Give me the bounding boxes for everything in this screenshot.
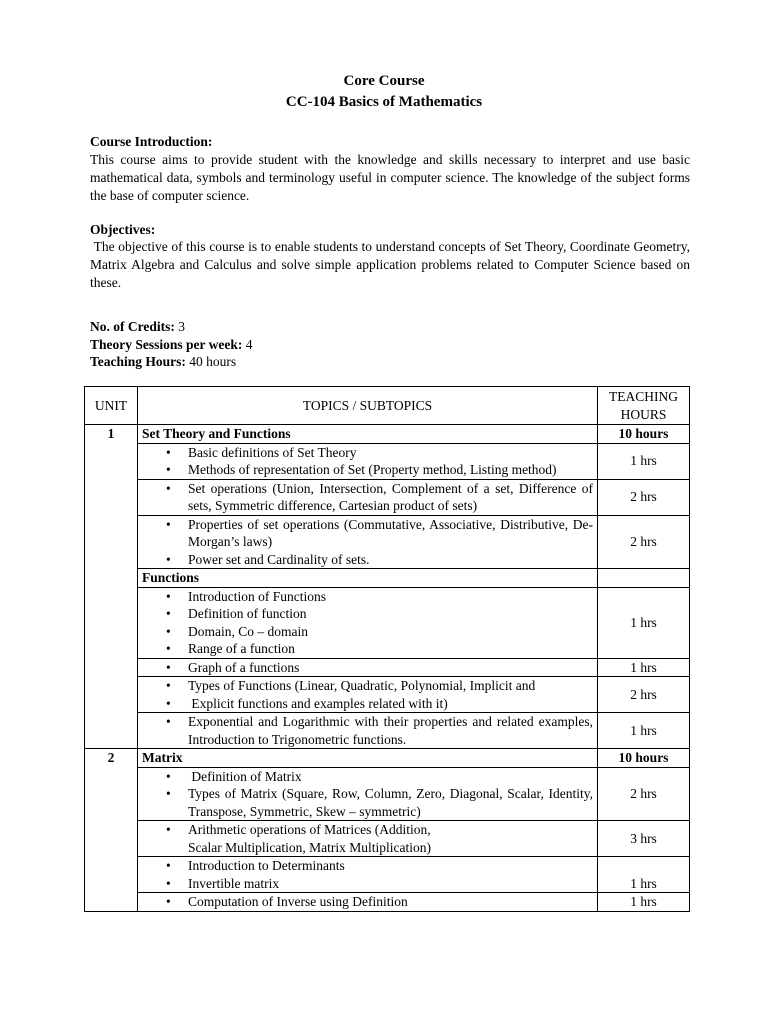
topic-group [138,767,598,821]
credits-value: 3 [174,319,185,334]
list-item: • Methods of representation of Set (Property method, Listing method) [166,461,593,479]
table-row [85,443,690,479]
list-item: • Computation of Inverse using Definition [166,893,593,911]
unit-cell-empty [85,821,138,857]
hours-label: Teaching Hours: [90,354,186,369]
hours-header-line2: HOURS [620,406,667,422]
list-item: • Types of Matrix (Square, Row, Column, Zero, Diagonal, Scalar, Identity, Transpose, Symmetric, Skew – symmetric) [166,785,593,820]
unit-cell-empty [85,767,138,821]
topic-hours: 1 hrs [598,857,690,893]
credits-line [90,318,690,336]
topic-hours: 2 hrs [598,479,690,515]
list-item: • Definition of Matrix [166,768,593,786]
intro-heading: Course Introduction: [90,134,213,149]
table-row [85,515,690,569]
unit-hours: 10 hours [598,749,690,768]
hours-column-header [598,387,690,425]
hours-line [90,353,690,371]
table-row [85,425,690,444]
unit-cell-empty [85,658,138,677]
table-row [85,479,690,515]
unit-title: Set Theory and Functions [138,425,598,444]
topic-hours: 3 hrs [598,821,690,857]
topic-group [138,857,598,893]
list-item: • Domain, Co – domain [166,623,593,641]
unit-cell-empty [85,713,138,749]
table-row [85,713,690,749]
unit-cell-empty [85,587,138,658]
topic-hours: 1 hrs [598,713,690,749]
list-item: • Types of Functions (Linear, Quadratic, Polynomial, Implicit and [166,677,593,695]
unit-cell-empty [85,893,138,912]
list-item: • Power set and Cardinality of sets. [166,551,593,569]
credits-label: No. of Credits: [90,319,175,334]
unit-number: 1 [85,425,138,444]
topic-group [138,587,598,658]
topic-group [138,677,598,713]
unit-title: Matrix [138,749,598,768]
topic-hours: 1 hrs [598,893,690,912]
course-title: CC-104 Basics of Mathematics [285,94,483,110]
list-item: • Explicit functions and examples related with it) [166,695,593,713]
list-item: • Range of a function [166,640,593,658]
list-item: • Properties of set operations (Commutative, Associative, Distributive, De-Morgan’s laws) [166,516,593,551]
table-row [85,821,690,857]
topic-group [138,713,598,749]
list-item: • Exponential and Logarithmic with their properties and related examples, Introduction to Trigonometric functions. [166,713,593,748]
topic-hours: 1 hrs [598,443,690,479]
topic-hours: 2 hrs [598,767,690,821]
topic-group [138,515,598,569]
table-row [85,658,690,677]
topic-hours: 2 hrs [598,677,690,713]
topic-hours: 1 hrs [598,587,690,658]
topic-hours: 1 hrs [598,658,690,677]
objectives-text: The objective of this course is to enable students to understand concepts of Set Theory, Coordinate Geometry, Matrix Algebra and Calculus and solve simple application problems related to Computer Science based on these. [90,239,694,290]
list-item: • Graph of a functions [166,659,593,677]
unit-number: 2 [85,749,138,768]
unit-hours: 10 hours [598,425,690,444]
course-type-title: Core Course [343,73,425,89]
table-row [85,893,690,912]
topic-group [138,479,598,515]
credits-block [90,318,690,371]
unit-cell-empty [85,479,138,515]
sessions-line [90,336,690,354]
table-row [85,857,690,893]
sessions-value: 4 [242,336,253,352]
table-row [85,677,690,713]
syllabus-table [84,386,690,912]
unit-cell-empty [85,515,138,569]
unit-cell-empty [85,569,138,588]
list-item: • Basic definitions of Set Theory [166,444,593,462]
topics-column-header: TOPICS / SUBTOPICS [138,387,598,425]
table-header-row [85,387,690,425]
hours-header-line1: TEACHING [609,389,678,404]
unit-cell-empty [85,677,138,713]
hours-value: 40 hours [185,354,237,369]
table-row [85,587,690,658]
list-item: • Arithmetic operations of Matrices (Addition, Scalar Multiplication, Matrix Multiplication) [166,821,593,856]
table-row [85,749,690,768]
unit-cell-empty [85,857,138,893]
table-row [85,767,690,821]
list-item: • Introduction of Functions [166,588,593,606]
topic-group [138,658,598,677]
topic-group [138,821,598,857]
list-item: • Definition of function [166,605,593,623]
functions-subheading: Functions [138,569,598,588]
list-item: • Introduction to Determinants [166,857,593,875]
list-item: • Set operations (Union, Intersection, Complement of a set, Difference of sets, Symmetric difference, Cartesian product of sets) [166,480,593,515]
intro-text: This course aims to provide student with the knowledge and skills necessary to interpret and use basic mathematical data, symbols and terminology useful in computer science. The knowledge of the subject forms the base of computer science. [90,152,690,203]
unit-column-header: UNIT [85,387,138,425]
objectives-heading: Objectives: [90,222,156,237]
topic-group [138,893,598,912]
sessions-label: Theory Sessions per week: [90,336,243,352]
unit-cell-empty [85,443,138,479]
list-item: • Invertible matrix [166,875,593,893]
topic-group [138,443,598,479]
table-row [85,569,690,588]
topic-hours: 2 hrs [598,515,690,569]
hours-cell-empty [598,569,690,588]
